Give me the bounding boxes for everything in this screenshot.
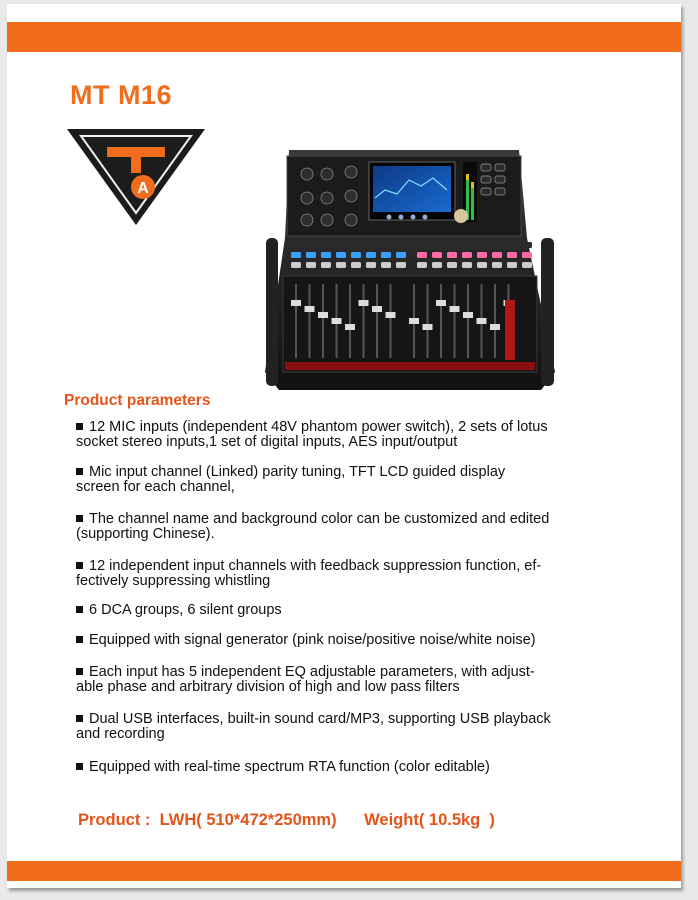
- product-dimensions: LWH( 510*472*250mm): [159, 811, 337, 829]
- bullet-square-icon: [76, 606, 83, 613]
- parameter-text: Equipped with signal generator (pink noise/positive noise/white noise): [89, 632, 536, 648]
- parameter-item: [76, 420, 548, 449]
- model-title: MT M16: [70, 80, 173, 110]
- parameter-item: [76, 633, 536, 648]
- bullet-square-icon: [76, 468, 83, 475]
- parameter-text: 12 independent input channels with feedback suppression function, ef- fectively suppressing whistling: [76, 558, 542, 589]
- bullet-square-icon: [76, 668, 83, 675]
- bullet-square-icon: [76, 763, 83, 770]
- bullet-square-icon: [76, 515, 83, 522]
- parameter-text: 6 DCA groups, 6 silent groups: [89, 602, 282, 618]
- logo-letter-a: A: [137, 180, 149, 197]
- bullet-square-icon: [76, 636, 83, 643]
- parameter-item: [76, 465, 505, 494]
- parameter-text: Each input has 5 independent EQ adjustable parameters, with adjust- able phase and arbitrary division of high and low pass filters: [76, 664, 535, 695]
- mixer-console-image: [265, 150, 555, 390]
- parameter-item: [76, 665, 535, 694]
- parameter-text: Equipped with real-time spectrum RTA function (color editable): [89, 759, 490, 775]
- bullet-square-icon: [76, 423, 83, 430]
- parameter-text: The channel name and background color can be customized and edited (supporting Chinese).: [76, 511, 550, 542]
- parameter-item: [76, 712, 551, 741]
- product-label: Product :: [78, 811, 151, 829]
- parameter-item: [76, 512, 549, 541]
- section-title: Product parameters: [64, 392, 211, 409]
- bullet-square-icon: [76, 562, 83, 569]
- product-specs: [78, 811, 495, 830]
- bottom-orange-bar: [7, 861, 681, 881]
- bullet-square-icon: [76, 715, 83, 722]
- parameter-item: [76, 603, 282, 618]
- parameter-text: 12 MIC inputs (independent 48V phantom power switch), 2 sets of lotus socket stereo inputs,1 set of digital inputs, AES input/output: [76, 419, 548, 450]
- parameter-text: Mic input channel (Linked) parity tuning, TFT LCD guided display screen for each channel,: [76, 464, 506, 495]
- product-weight: Weight( 10.5kg ): [364, 811, 495, 829]
- parameter-text: Dual USB interfaces, built-in sound card/MP3, supporting USB playback and recording: [76, 711, 551, 742]
- parameter-item: [76, 559, 541, 588]
- brand-logo: [67, 129, 205, 225]
- parameter-item: [76, 760, 490, 775]
- top-orange-bar: [7, 22, 681, 52]
